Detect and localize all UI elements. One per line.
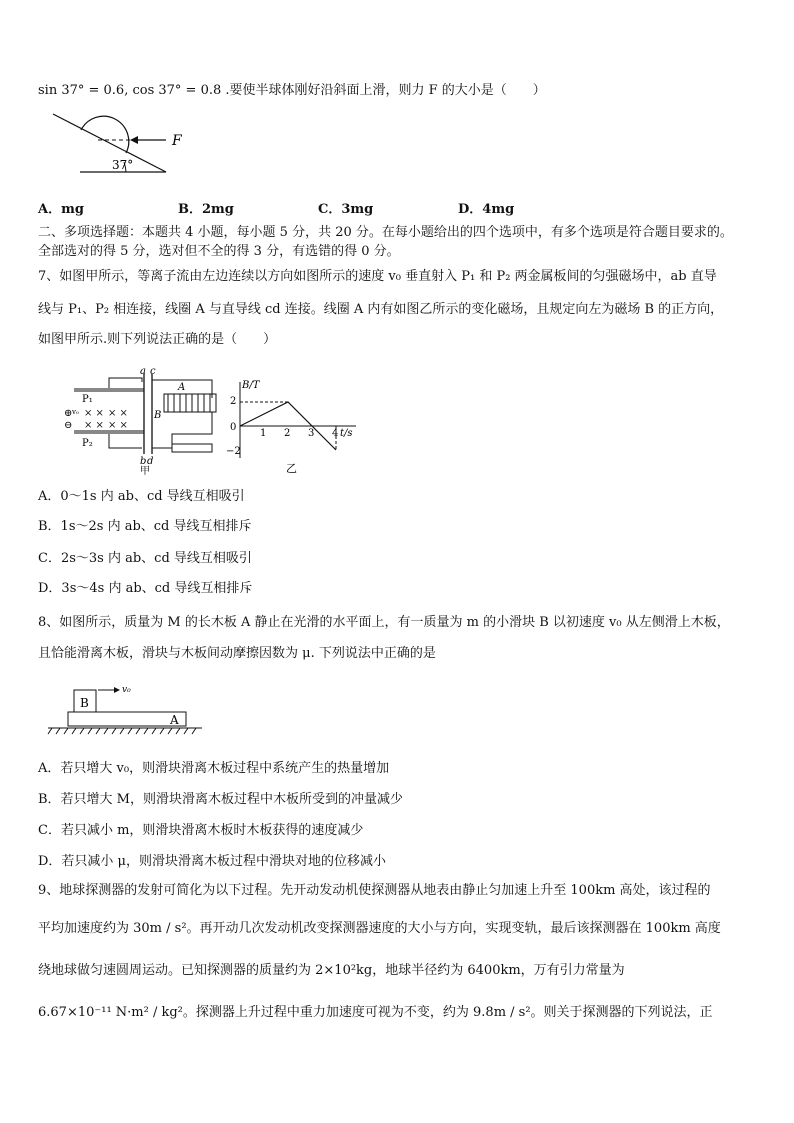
velocity-label: v₀ bbox=[122, 685, 131, 695]
x-tick-1: 1 bbox=[260, 428, 267, 439]
incline-line bbox=[53, 114, 166, 172]
coil-a bbox=[164, 394, 216, 412]
svg-text:× ×: × × bbox=[84, 408, 104, 419]
q7-figure-jia bbox=[44, 368, 236, 476]
y-tick-2: 2 bbox=[230, 396, 237, 407]
caption-yi: 乙 bbox=[286, 462, 297, 475]
p1-label: P₁ bbox=[82, 394, 93, 405]
q7-line2: 线与 P₁、P₂ 相连接，线圈 A 与直导线 cd 连接。线圈 A 内有如图乙所示的变化磁场，且规定向左为磁场 B 的正方向， bbox=[38, 302, 724, 317]
q7-line1: 7、如图甲所示，等离子流由左边连续以方向如图所示的速度 v₀ 垂直射入 P₁ 和 P₂ 两金属板间的匀强磁场中，ab 直导 bbox=[38, 269, 717, 284]
label-d: d bbox=[147, 456, 154, 467]
svg-text:⊕: ⊕ bbox=[64, 408, 73, 419]
section2-line1: 二、多项选择题：本题共 4 小题，每小题 5 分，共 20 分。在每小题给出的四个选项中，有多个选项是符合题目要求的。 bbox=[38, 225, 733, 240]
board-a bbox=[68, 712, 186, 726]
rheostat bbox=[172, 444, 212, 452]
block-b-label: B bbox=[80, 696, 89, 710]
q8-option-d: D．若只减小 μ，则滑块滑离木板过程中滑块对地的位移减小 bbox=[38, 854, 387, 869]
q7-option-d: D．3s～4s 内 ab、cd 导线互相排斥 bbox=[38, 581, 253, 596]
q6-intro: sin 37° = 0.6, cos 37° = 0.8 .要使半球体刚好沿斜面上滑，则力 F 的大小是（ ） bbox=[38, 83, 546, 98]
x-axis-label: t/s bbox=[340, 428, 353, 439]
arrow-head-icon bbox=[130, 136, 138, 144]
q6-option-d: D．4mg bbox=[458, 202, 515, 217]
wire-bottom bbox=[109, 434, 142, 448]
p2-label: P₂ bbox=[82, 438, 93, 449]
q7-option-b: B．1s～2s 内 ab、cd 导线互相排斥 bbox=[38, 519, 252, 534]
coil-turns bbox=[168, 394, 210, 412]
q8-option-b: B．若只增大 M，则滑块滑离木板过程中木板所受到的冲量减少 bbox=[38, 792, 403, 807]
label-c: c bbox=[150, 366, 156, 377]
section2-line2: 全部选对的得 5 分，选对但不全的得 3 分，有选错的得 0 分。 bbox=[38, 244, 400, 259]
x-tick-4: 4 bbox=[332, 428, 339, 439]
q7-figure-yi bbox=[226, 378, 370, 476]
field-label-b: B bbox=[154, 410, 162, 421]
q7-option-c: C．2s～3s 内 ab、cd 导线互相吸引 bbox=[38, 551, 252, 566]
wire-top bbox=[109, 378, 142, 388]
q8-figure bbox=[44, 680, 204, 738]
velocity-arrow-head-icon bbox=[114, 687, 120, 693]
y-tick-neg2: −2 bbox=[226, 446, 241, 457]
force-label: F bbox=[172, 133, 182, 149]
q6-options bbox=[38, 198, 598, 217]
q8-option-c: C．若只减小 m，则滑块滑离木板时木板获得的速度减少 bbox=[38, 823, 364, 838]
x-tick-2: 2 bbox=[284, 428, 291, 439]
coil-label-a: A bbox=[178, 382, 186, 393]
q6-incline-figure bbox=[48, 108, 198, 178]
label-b: b bbox=[140, 456, 147, 467]
q7-line3: 如图甲所示.则下列说法正确的是（ ） bbox=[38, 332, 277, 347]
q7-option-a: A．0～1s 内 ab、cd 导线互相吸引 bbox=[38, 489, 245, 504]
y-axis-label: B/T bbox=[242, 380, 260, 391]
board-a-label: A bbox=[170, 713, 179, 727]
q6-option-b: B．2mg bbox=[178, 202, 234, 217]
v0-label: v₀ bbox=[72, 408, 79, 416]
svg-text:× ×: × × bbox=[108, 420, 128, 431]
label-a: a bbox=[140, 366, 146, 377]
q9-line2: 平均加速度约为 30m / s²。再开动几次发动机改变探测器速度的大小与方向，实现变轨，最后该探测器在 100km 高度 bbox=[38, 921, 721, 936]
q8-line2: 且恰能滑离木板，滑块与木板间动摩擦因数为 μ. 下列说法中正确的是 bbox=[38, 646, 436, 661]
caption-jia: 甲 bbox=[140, 466, 150, 477]
svg-text:× ×: × × bbox=[108, 408, 128, 419]
q9-line3: 绕地球做匀速圆周运动。已知探测器的质量约为 2×10²kg，地球半径约为 6400km，万有引力常量为 bbox=[38, 963, 625, 978]
svg-text:× ×: × × bbox=[84, 420, 104, 431]
floor-hatching bbox=[48, 728, 196, 734]
angle-label: 37° bbox=[112, 158, 134, 172]
y-tick-0: 0 bbox=[230, 422, 237, 433]
q9-line1: 9、地球探测器的发射可简化为以下过程。先开动发动机使探测器从地表由静止匀加速上升至 100km 高处，该过程的 bbox=[38, 883, 711, 898]
q6-option-c: C．3mg bbox=[318, 202, 374, 217]
q8-line1: 8、如图所示，质量为 M 的长木板 A 静止在光滑的水平面上，有一质量为 m 的小滑块 B 以初速度 v₀ 从左侧滑上木板， bbox=[38, 615, 730, 630]
hemisphere bbox=[81, 116, 129, 153]
plate-p1 bbox=[74, 388, 144, 392]
q9-line4: 6.67×10⁻¹¹ N·m² / kg²。探测器上升过程中重力加速度可视为不变，约为 9.8m / s²。则关于探测器的下列说法，正 bbox=[38, 1005, 713, 1020]
q6-option-a: A．mg bbox=[38, 202, 84, 217]
x-tick-3: 3 bbox=[308, 428, 315, 439]
q8-option-a: A．若只增大 v₀，则滑块滑离木板过程中系统产生的热量增加 bbox=[38, 761, 390, 776]
svg-text:⊖: ⊖ bbox=[64, 420, 73, 431]
